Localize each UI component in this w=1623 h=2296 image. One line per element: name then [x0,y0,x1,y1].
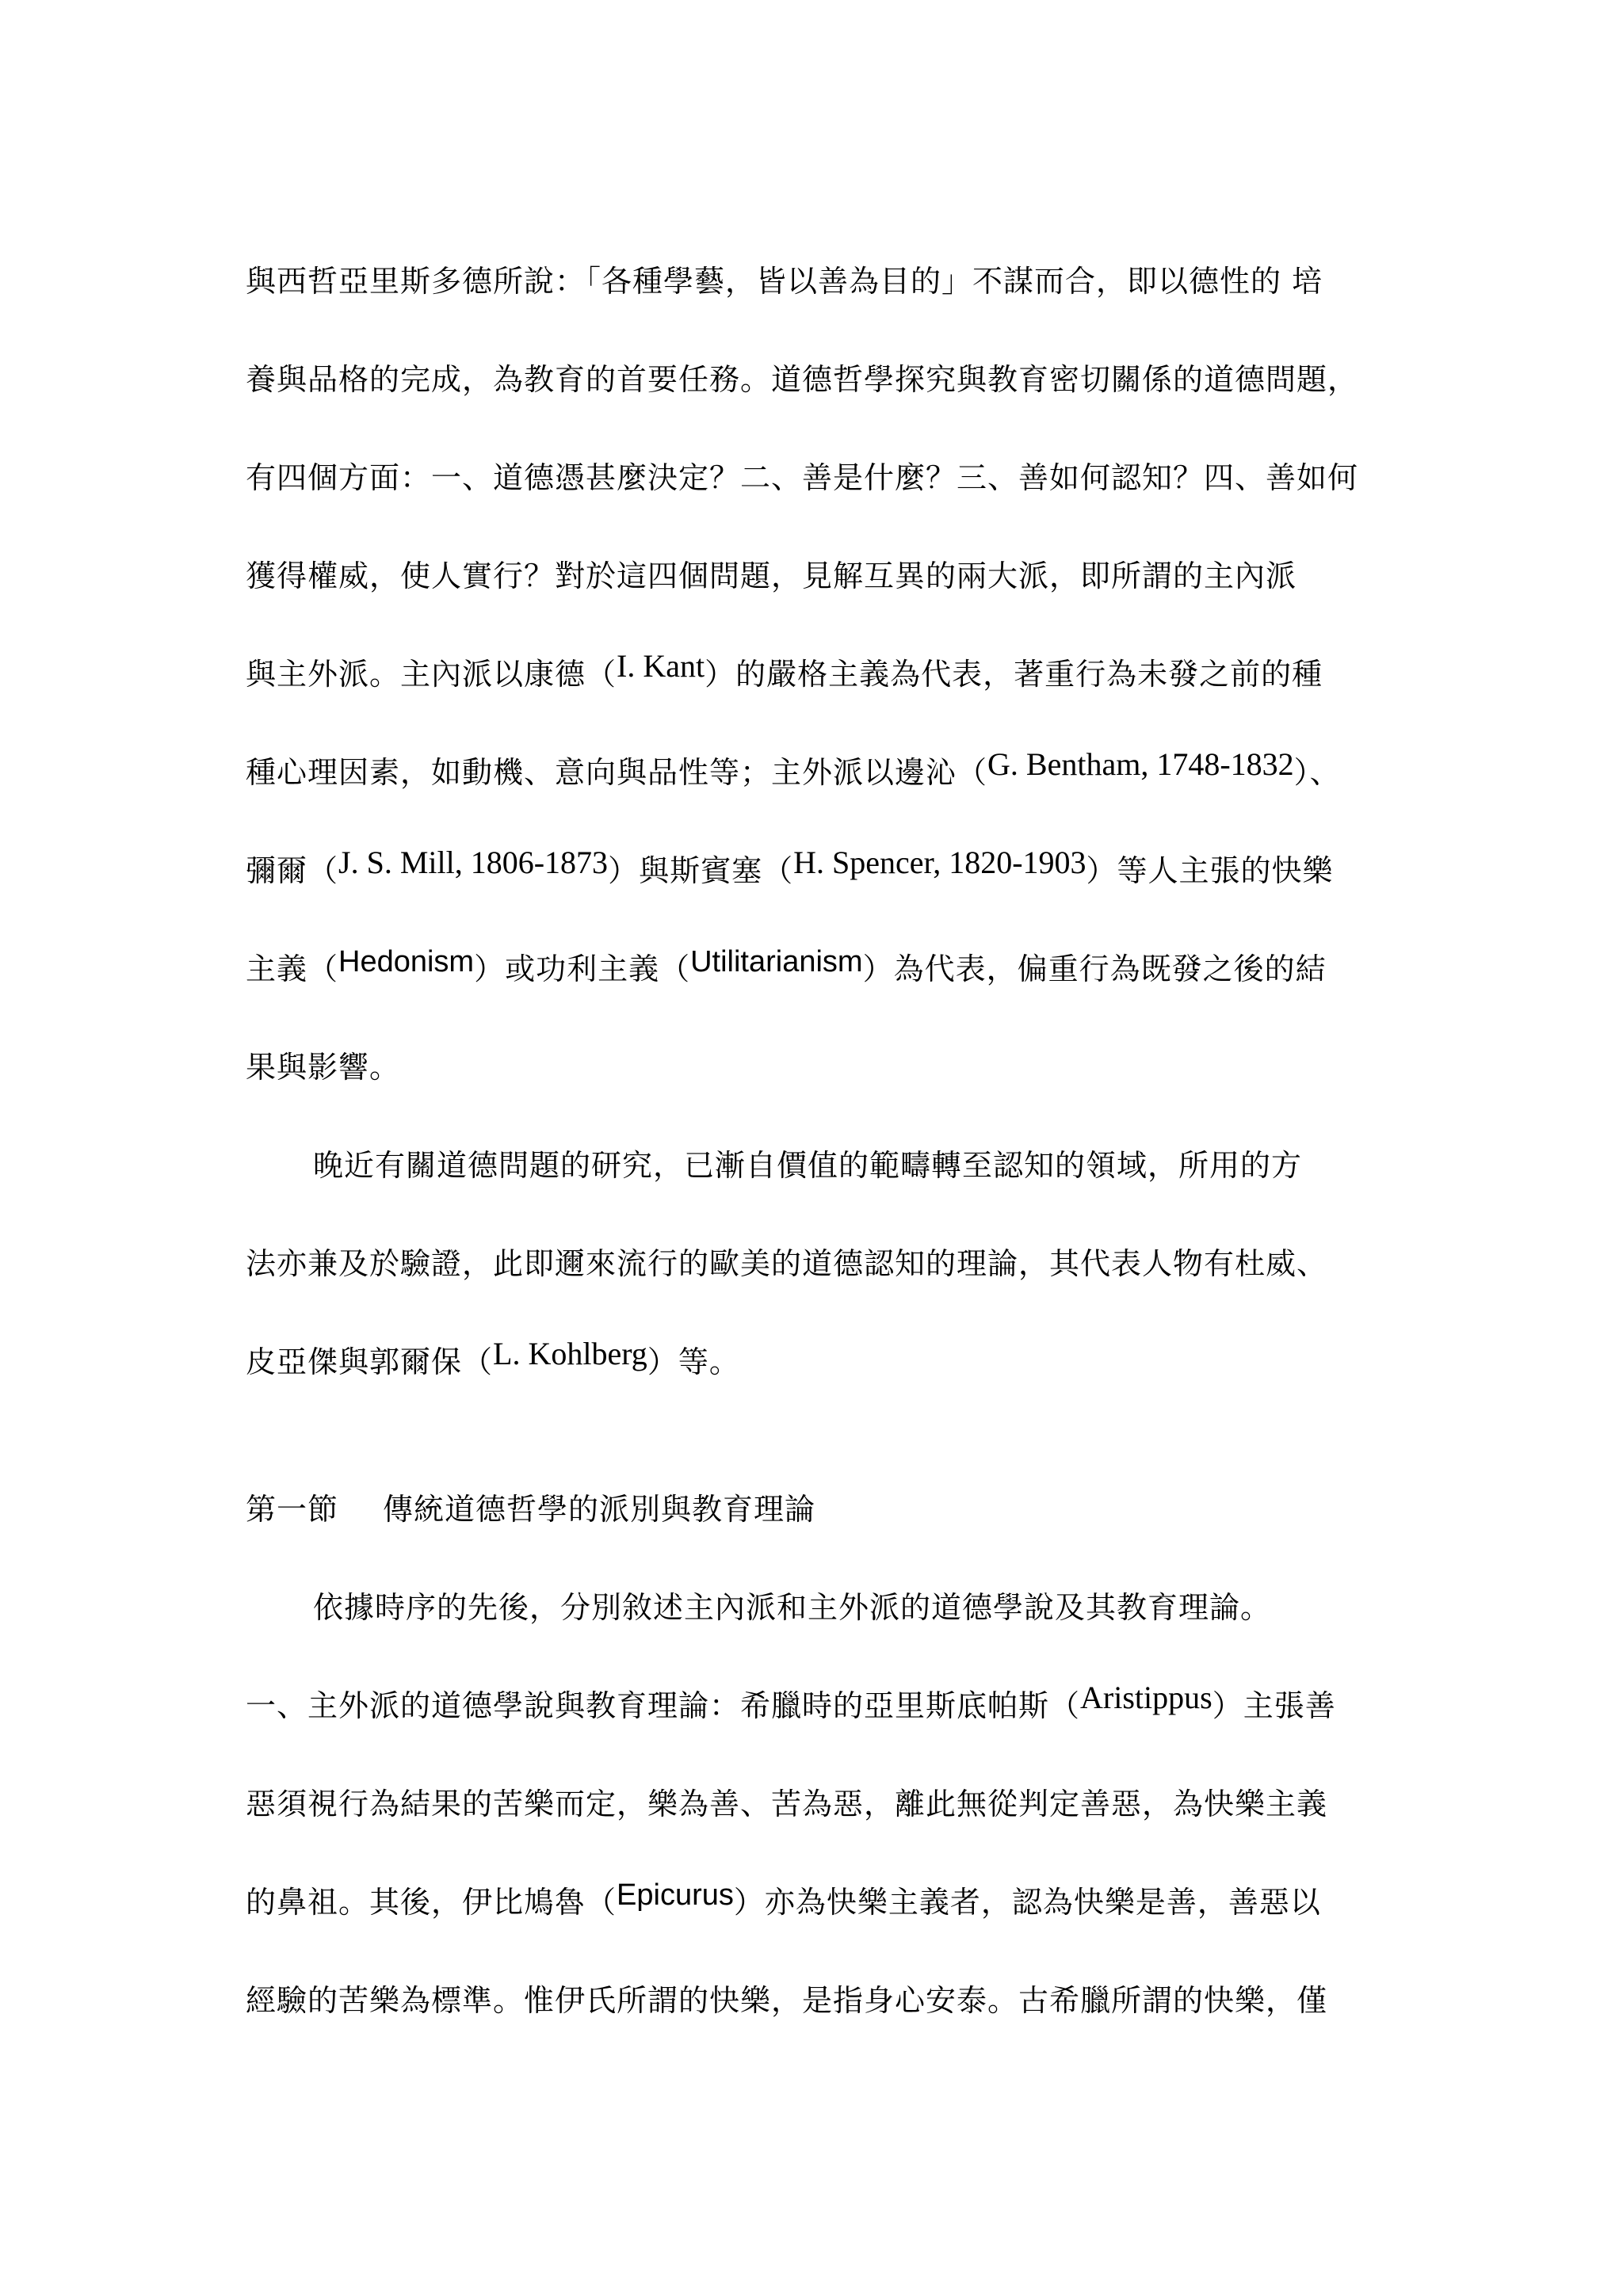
text-segment: 種心理因素，如動機、意向與品性等；主外派以邊沁（ [246,755,988,790]
text-line: 法亦兼及於驗證，此即邇來流行的歐美的道德認知的理論，其代表人物有杜威、 [246,1246,1328,1281]
latin-name: G. Bentham, 1748-1832 [987,746,1294,782]
text-line: 依據時序的先後，分別敘述主內派和主外派的道德學說及其教育理論。 [313,1590,1272,1625]
text-line [246,746,1395,792]
section-heading [246,1489,1395,1529]
text-segment: ）亦為快樂主義者，認為快樂是善，善惡以 [733,1885,1321,1920]
text-segment: 彌爾（ [246,853,339,888]
text-segment: ）等人主張的快樂 [1086,853,1334,888]
text-segment: ）、 [1293,755,1341,790]
latin-name: Aristippus [1080,1680,1212,1715]
text-segment: 一、主外派的道德學說與教育理論：希臘時的亞里斯底帕斯（ [246,1688,1081,1723]
text-segment: 的鼻祖。其後，伊比鳩魯（ [246,1885,617,1920]
text-segment: ）的嚴格主義為代表，著重行為未發之前的種 [705,657,1323,692]
text-line [246,945,1395,990]
latin-name: J. S. Mill, 1806-1873 [338,845,609,880]
text-line: 經驗的苦樂為標準。惟伊氏所謂的快樂，是指身心安泰。古希臘所謂的快樂，僅 [246,1983,1328,2018]
latin-term: Hedonism [338,945,475,978]
latin-name: Epicurus [617,1878,734,1912]
text-line: 果與影響。 [246,1050,401,1085]
latin-name: I. Kant [617,648,705,684]
text-line [246,1878,1395,1923]
text-line [246,845,1395,891]
text-segment: ）與斯賓塞（ [608,853,794,888]
text-line: 養與品格的完成，為教育的首要任務。道德哲學探究與教育密切關係的道德問題， [246,362,1359,397]
text-line [246,1336,1395,1382]
text-segment: ）主張善 [1212,1688,1336,1723]
latin-name: H. Spencer, 1820-1903 [793,845,1086,880]
text-line: 晚近有關道德問題的研究，已漸自價值的範疇轉至認知的領域，所用的方 [313,1148,1303,1183]
text-segment: 皮亞傑與郭爾保（ [246,1344,494,1379]
latin-term: Utilitarianism [690,945,863,978]
text-segment: 與主外派。主內派以康德（ [246,657,617,692]
text-line: 惡須視行為結果的苦樂而定，樂為善、苦為惡，離此無從判定善惡，為快樂主義 [246,1787,1328,1821]
text-line: 與西哲亞里斯多德所說：「各種學藝，皆以善為目的」不謀而合，即以德性的 培 [246,264,1323,299]
text-segment: ）或功利主義（ [474,952,691,986]
text-line [246,1680,1395,1726]
text-line [246,648,1395,694]
text-segment: 主義（ [246,952,339,986]
text-line: 有四個方面：一、道德憑甚麼決定？二、善是什麼？三、善如何認知？四、善如何 [246,460,1359,495]
section-number: 第一節 [246,1492,339,1527]
text-line: 獲得權威，使人實行？對於這四個問題，見解互異的兩大派，即所謂的主內派 [246,559,1297,593]
text-segment: ）等。 [647,1344,740,1379]
section-title: 傳統道德哲學的派別與教育理論 [383,1492,816,1527]
latin-name: L. Kohlberg [493,1336,647,1371]
text-segment: ）為代表，偏重行為既發之後的結 [862,952,1327,986]
